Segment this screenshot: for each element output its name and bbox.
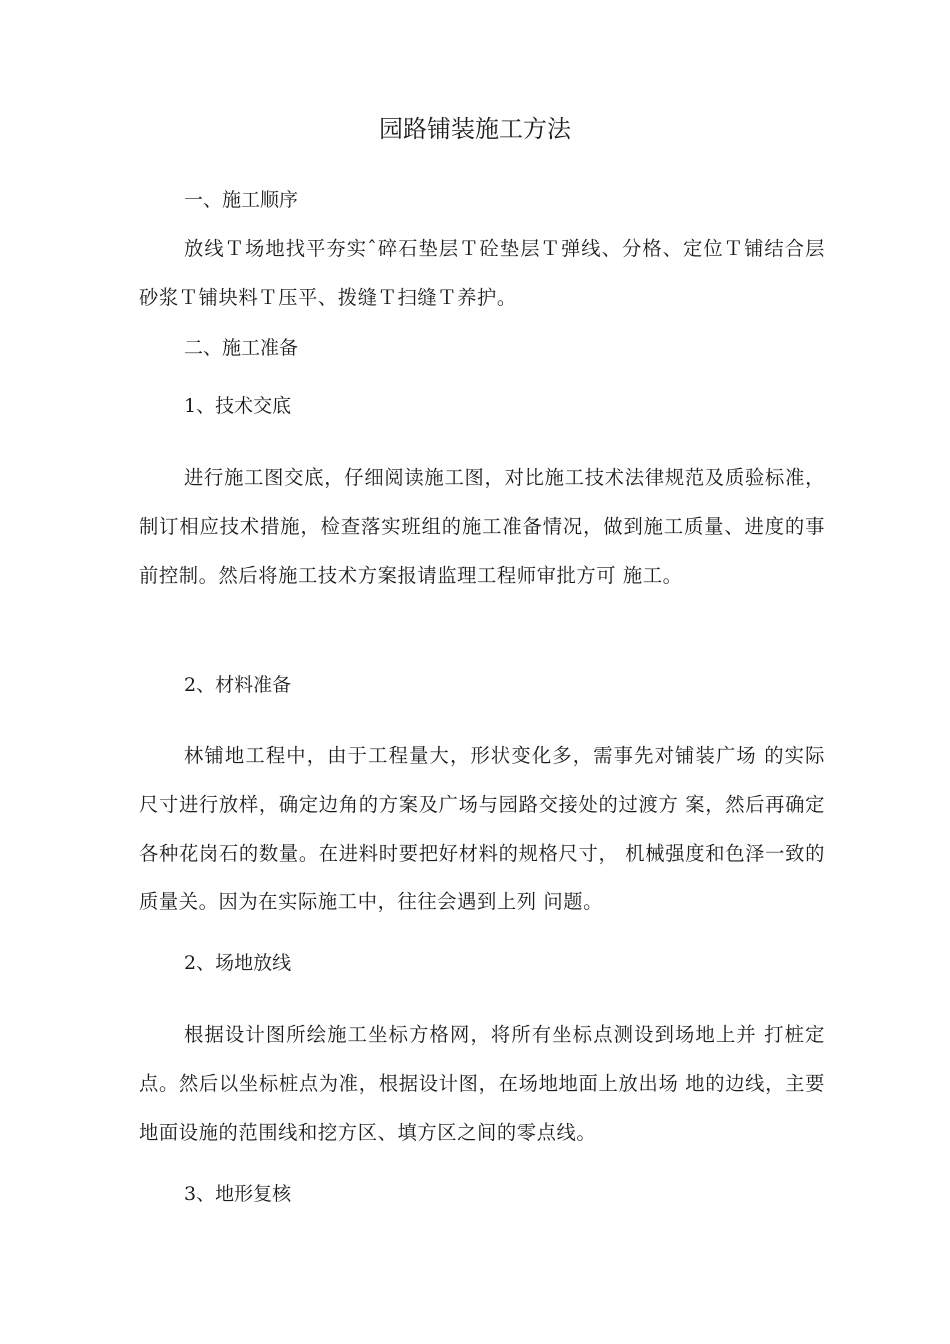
section-heading-terrain-check: 3、地形复核 <box>184 1183 292 1205</box>
section-heading-material-preparation: 2、材料准备 <box>184 674 292 696</box>
section-heading-construction-preparation: 二、施工准备 <box>184 337 299 359</box>
paragraph-material-preparation: 林铺地工程中，由于工程量大，形状变化多，需事先对铺装广场 的实际尺寸进行放样，确定边角的方案及广场与园路交接处的过渡方 案，然后再确定各种花岗石的数量。在进料时要把好材料的规格尺寸， 机械强度和色泽一致的质量关。因为在实际施工中，往往会遇到上列 问题。 <box>139 744 825 914</box>
document-title: 园路铺装施工方法 <box>379 115 571 143</box>
paragraph-technical-briefing: 进行施工图交底，仔细阅读施工图，对比施工技术法律规范及质验标准，制订相应技术措施，检查落实班组的施工准备情况，做到施工质量、进度的事前控制。然后将施工技术方案报请监理工程师审批方可 施工。 <box>139 466 825 587</box>
section-heading-technical-briefing: 1、技术交底 <box>184 395 292 417</box>
paragraph-site-layout: 根据设计图所绘施工坐标方格网，将所有坐标点测设到场地上并 打桩定点。然后以坐标桩点为准，根据设计图，在场地地面上放出场 地的边线，主要地面设施的范围线和挖方区、填方区之间的零点线。 <box>139 1023 825 1144</box>
section-heading-construction-sequence: 一、施工顺序 <box>184 189 299 211</box>
section-heading-site-layout: 2、场地放线 <box>184 952 292 974</box>
paragraph-construction-sequence: 放线Ｔ场地找平夯实ˆ碎石垫层Ｔ砼垫层Ｔ弹线、分格、定位Ｔ铺结合层砂浆Ｔ铺块料Ｔ压平、拨缝Ｔ扫缝Ｔ养护。 <box>139 237 825 309</box>
